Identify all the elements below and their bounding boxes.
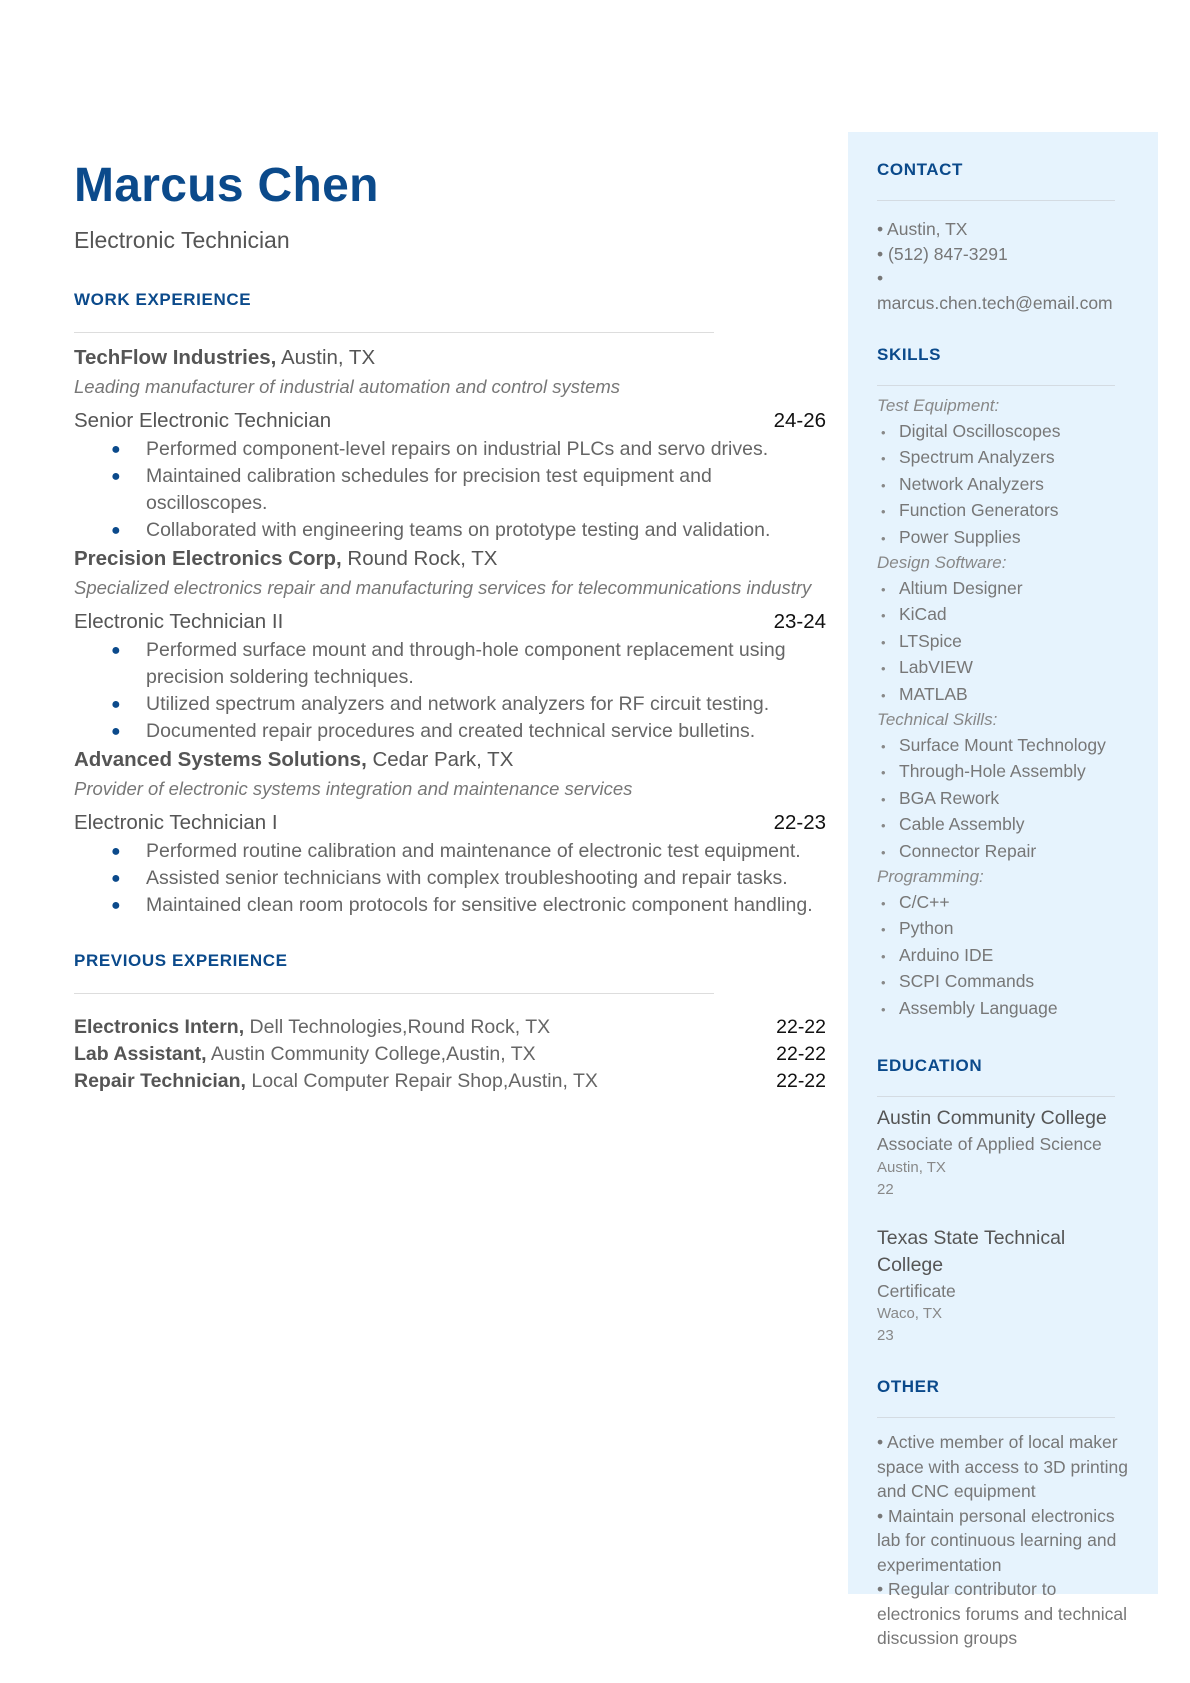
work-experience-section xyxy=(74,290,826,919)
role-dates: 23-24 xyxy=(773,609,826,633)
skill-text: KiCad xyxy=(899,604,947,624)
bullet-text: Maintained calibration schedules for precision test equipment and oscilloscopes. xyxy=(146,464,712,514)
school-location: Waco, TX xyxy=(877,1305,943,1322)
previous-job-dates: 22-22 xyxy=(776,1042,826,1065)
bullet-icon: • xyxy=(881,477,886,493)
contact-phone xyxy=(877,242,1129,267)
skill-text: BGA Rework xyxy=(899,787,1000,808)
bullet-icon: • xyxy=(881,634,886,650)
bullet-icon: • xyxy=(881,922,886,937)
section-divider xyxy=(74,332,714,333)
list-item xyxy=(74,637,826,691)
previous-job-row xyxy=(74,1068,826,1095)
bullet-text: Collaborated with engineering teams on prototype testing and validation. xyxy=(146,518,771,541)
school-name: Austin Community College xyxy=(877,1107,1107,1129)
company-location: Austin, TX xyxy=(276,345,376,369)
bullet-icon: • xyxy=(877,219,884,239)
skill-text: C/C++ xyxy=(899,891,950,912)
skill-text: Assembly Language xyxy=(899,997,1058,1018)
company-line xyxy=(74,745,826,775)
list-item xyxy=(877,472,1129,499)
section-heading: SKILLS xyxy=(877,345,942,364)
bullet-icon: ● xyxy=(111,467,121,485)
education-entry xyxy=(877,1105,1129,1201)
bullet-icon: • xyxy=(881,581,886,597)
job-entry xyxy=(74,544,826,745)
skill-text: SCPI Commands xyxy=(899,971,1035,991)
skill-text: Spectrum Analyzers xyxy=(899,447,1055,467)
list-item xyxy=(74,838,826,865)
bullet-icon: ● xyxy=(111,842,121,860)
skill-category: Design Software: xyxy=(877,553,1007,572)
bullet-list xyxy=(74,637,826,745)
list-item xyxy=(877,419,1129,446)
bullet-icon: • xyxy=(881,424,886,440)
previous-job-row xyxy=(74,1014,826,1041)
skill-text: LabVIEW xyxy=(899,657,973,677)
skill-category: Technical Skills: xyxy=(877,710,998,729)
list-item xyxy=(877,602,1129,629)
previous-job-detail: Local Computer Repair Shop,Austin, TX xyxy=(245,1069,598,1092)
list-item xyxy=(877,1577,1129,1651)
contact-section xyxy=(877,160,1129,315)
job-title: Electronic Technician xyxy=(74,226,290,253)
company-location: Round Rock, TX xyxy=(341,546,498,570)
bullet-icon: ● xyxy=(111,722,121,740)
list-item xyxy=(877,996,1129,1023)
bullet-text: Assisted senior technicians with complex troubleshooting and repair tasks. xyxy=(146,866,788,889)
list-item xyxy=(877,525,1129,552)
section-divider xyxy=(877,1096,1115,1097)
previous-job-title: Electronics Intern, xyxy=(74,1015,245,1038)
list-item xyxy=(877,576,1129,603)
list-item xyxy=(877,629,1129,656)
role-line xyxy=(74,607,826,637)
bullet-text: Documented repair procedures and created technical service bulletins. xyxy=(146,719,756,742)
other-section xyxy=(877,1377,1129,1651)
bullet-icon: ● xyxy=(111,521,121,539)
bullet-icon: • xyxy=(881,765,886,780)
section-divider xyxy=(877,200,1115,201)
education-entry xyxy=(877,1225,1129,1348)
bullet-icon: • xyxy=(877,1579,884,1599)
role-line xyxy=(74,808,826,838)
bullet-icon: ● xyxy=(111,695,121,713)
list-item xyxy=(74,691,826,718)
other-text: Maintain personal electronics lab for continuous learning and experimentation xyxy=(877,1505,1117,1575)
list-item xyxy=(877,839,1129,866)
bullet-icon: ● xyxy=(111,869,121,887)
list-item xyxy=(877,655,1129,682)
skill-text: Through-Hole Assembly xyxy=(899,761,1086,781)
skill-text: Cable Assembly xyxy=(899,814,1025,834)
bullet-icon: • xyxy=(881,818,886,833)
bullet-icon: • xyxy=(877,243,884,264)
company-description: Leading manufacturer of industrial automation and control systems xyxy=(74,375,621,397)
bullet-icon: • xyxy=(877,268,884,288)
company-description: Provider of electronic systems integration and maintenance services xyxy=(74,777,633,799)
previous-experience-section xyxy=(74,951,826,1095)
bullet-icon: • xyxy=(881,948,886,964)
list-item xyxy=(877,498,1129,525)
contact-text: Austin, TX xyxy=(887,219,968,239)
sidebar xyxy=(848,132,1158,1648)
graduation-year: 23 xyxy=(877,1327,894,1344)
bullet-icon: ● xyxy=(111,440,121,458)
section-heading: PREVIOUS EXPERIENCE xyxy=(74,950,288,970)
skills-section xyxy=(877,345,1129,1022)
previous-job-detail: Dell Technologies,Round Rock, TX xyxy=(244,1015,551,1038)
skill-category: Test Equipment: xyxy=(877,396,1000,415)
role-title: Senior Electronic Technician xyxy=(74,408,332,432)
list-item xyxy=(877,786,1129,813)
skill-text: Surface Mount Technology xyxy=(899,734,1106,755)
skill-text: Arduino IDE xyxy=(899,944,994,965)
degree: Certificate xyxy=(877,1280,956,1301)
degree: Associate of Applied Science xyxy=(877,1134,1102,1154)
graduation-year: 22 xyxy=(877,1180,894,1198)
bullet-list xyxy=(74,838,826,919)
section-divider xyxy=(877,385,1115,386)
candidate-name: Marcus Chen xyxy=(74,159,379,212)
other-text: Active member of local maker space with access to 3D printing and CNC equipment xyxy=(877,1432,1128,1501)
other-text: Regular contributor to electronics forums and technical discussion groups xyxy=(877,1579,1127,1648)
role-line xyxy=(74,406,826,436)
company-location: Cedar Park, TX xyxy=(366,747,514,771)
list-item xyxy=(74,718,826,745)
list-item xyxy=(877,445,1129,472)
job-entry xyxy=(74,343,826,544)
bullet-text: Performed routine calibration and maintenance of electronic test equipment. xyxy=(146,839,801,862)
list-item xyxy=(877,1430,1129,1504)
skill-text: Network Analyzers xyxy=(899,473,1044,494)
list-item xyxy=(74,463,826,517)
bullet-icon: • xyxy=(881,975,886,990)
skill-text: LTSpice xyxy=(899,630,962,651)
bullet-icon: • xyxy=(881,895,886,911)
skill-text: MATLAB xyxy=(899,683,968,704)
main-column xyxy=(74,160,826,1095)
skill-text: Connector Repair xyxy=(899,840,1037,861)
bullet-icon: • xyxy=(881,661,886,676)
bullet-text: Performed component-level repairs on industrial PLCs and servo drives. xyxy=(146,437,769,460)
list-item xyxy=(74,865,826,892)
company-description: Specialized electronics repair and manufacturing services for telecommunications industry xyxy=(74,576,812,598)
bullet-text: Utilized spectrum analyzers and network analyzers for RF circuit testing. xyxy=(146,692,770,715)
school-name: Texas State Technical College xyxy=(877,1226,1066,1276)
bullet-icon: • xyxy=(881,844,886,860)
list-item xyxy=(877,890,1129,917)
previous-job-dates: 22-22 xyxy=(776,1069,826,1092)
bullet-icon: • xyxy=(881,1001,886,1017)
list-item xyxy=(877,943,1129,970)
section-heading: WORK EXPERIENCE xyxy=(74,289,252,309)
list-item xyxy=(877,812,1129,839)
skill-category: Programming: xyxy=(877,867,984,886)
bullet-text: Performed surface mount and through-hole component replacement using precision soldering techniques. xyxy=(146,638,786,688)
bullet-icon: ● xyxy=(111,896,121,914)
bullet-icon: • xyxy=(877,1432,884,1452)
list-item xyxy=(74,892,826,919)
skill-text: Python xyxy=(899,918,954,938)
section-divider xyxy=(74,993,714,994)
company-name: Precision Electronics Corp, xyxy=(74,546,342,570)
school-location: Austin, TX xyxy=(877,1158,946,1176)
section-heading: EDUCATION xyxy=(877,1056,983,1075)
bullet-icon: • xyxy=(881,451,886,466)
list-item xyxy=(877,1504,1129,1578)
bullet-list xyxy=(74,436,826,544)
previous-job-detail: Austin Community College,Austin, TX xyxy=(206,1042,536,1065)
bullet-icon: • xyxy=(881,504,886,519)
list-item xyxy=(877,682,1129,709)
role-title: Electronic Technician II xyxy=(74,609,284,633)
bullet-icon: ● xyxy=(111,641,121,659)
previous-job-row xyxy=(74,1041,826,1068)
skill-text: Power Supplies xyxy=(899,526,1021,547)
previous-job-dates: 22-22 xyxy=(776,1015,826,1038)
bullet-icon: • xyxy=(881,791,886,807)
role-dates: 22-23 xyxy=(773,810,826,834)
previous-job-title: Repair Technician, xyxy=(74,1069,246,1092)
bullet-icon: • xyxy=(877,1505,884,1526)
company-line xyxy=(74,544,826,574)
job-entry xyxy=(74,745,826,919)
role-title: Electronic Technician I xyxy=(74,810,278,834)
bullet-icon: • xyxy=(881,530,886,546)
bullet-icon: • xyxy=(881,687,886,703)
skill-text: Digital Oscilloscopes xyxy=(899,420,1061,441)
list-item xyxy=(877,916,1129,943)
section-heading: CONTACT xyxy=(877,160,964,179)
list-item xyxy=(877,733,1129,760)
list-item xyxy=(877,759,1129,786)
list-item xyxy=(74,517,826,544)
contact-location xyxy=(877,217,1129,242)
list-item xyxy=(74,436,826,463)
role-dates: 24-26 xyxy=(773,408,826,432)
contact-text: marcus.chen.tech@email.com xyxy=(877,292,1113,313)
company-line xyxy=(74,343,826,373)
company-name: Advanced Systems Solutions, xyxy=(74,747,367,771)
section-heading: OTHER xyxy=(877,1377,940,1396)
list-item xyxy=(877,969,1129,996)
contact-text: (512) 847-3291 xyxy=(888,243,1008,264)
company-name: TechFlow Industries, xyxy=(74,345,277,369)
bullet-text: Maintained clean room protocols for sensitive electronic component handling. xyxy=(146,893,813,916)
bullet-icon: • xyxy=(881,608,886,623)
contact-email xyxy=(877,266,1129,315)
previous-job-title: Lab Assistant, xyxy=(74,1042,207,1065)
skill-text: Function Generators xyxy=(899,500,1059,520)
section-divider xyxy=(877,1417,1115,1418)
skill-text: Altium Designer xyxy=(899,577,1023,598)
education-section xyxy=(877,1056,1129,1347)
bullet-icon: • xyxy=(881,738,886,754)
